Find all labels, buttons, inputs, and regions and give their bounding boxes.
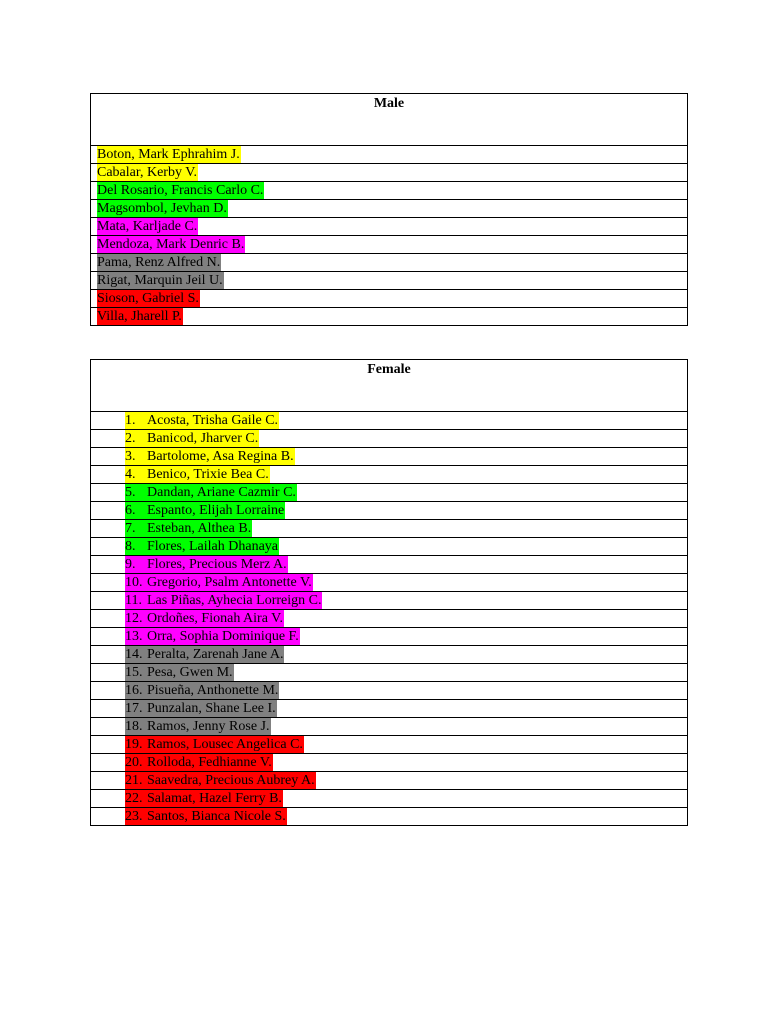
- highlighted-entry: [97, 200, 228, 217]
- student-name: Benico, Trixie Bea C.: [147, 467, 269, 482]
- list-number: 10.: [125, 575, 143, 590]
- highlighted-entry: [125, 808, 287, 825]
- student-name: Mata, Karljade C.: [97, 219, 198, 234]
- highlighted-entry: [97, 218, 198, 235]
- table-row: [91, 412, 688, 430]
- list-number: 21.: [125, 773, 143, 788]
- highlighted-entry: [125, 538, 279, 555]
- table-row: [91, 448, 688, 466]
- highlighted-entry: [125, 592, 322, 609]
- table-row: [91, 182, 688, 200]
- student-name: Cabalar, Kerby V.: [97, 165, 198, 180]
- name-cell: [91, 218, 688, 236]
- list-number: 14.: [125, 647, 143, 662]
- table-row: [91, 592, 688, 610]
- highlighted-entry: [125, 772, 316, 789]
- student-name: Rolloda, Fedhianne V.: [147, 755, 272, 770]
- table-row: [91, 718, 688, 736]
- student-name: Bartolome, Asa Regina B.: [147, 449, 294, 464]
- student-name: Orra, Sophia Dominique F.: [147, 629, 299, 644]
- student-name: Santos, Bianca Nicole S.: [147, 809, 286, 824]
- table-row: [91, 430, 688, 448]
- list-number: 8.: [125, 539, 136, 554]
- list-number: 9.: [125, 557, 136, 572]
- table-row: [91, 164, 688, 182]
- table-row: [91, 146, 688, 164]
- name-cell: [91, 466, 688, 484]
- name-cell: [91, 182, 688, 200]
- list-number: 19.: [125, 737, 143, 752]
- highlighted-entry: [125, 628, 300, 645]
- name-cell: [91, 236, 688, 254]
- list-number: 12.: [125, 611, 143, 626]
- table-row: [91, 790, 688, 808]
- student-name: Pesa, Gwen M.: [147, 665, 233, 680]
- student-name: Sioson, Gabriel S.: [97, 291, 199, 306]
- name-cell: [91, 502, 688, 520]
- list-number: 16.: [125, 683, 143, 698]
- student-name: Punzalan, Shane Lee I.: [147, 701, 276, 716]
- student-name: Ordoñes, Fionah Aira V.: [147, 611, 283, 626]
- highlighted-entry: [125, 646, 284, 663]
- male-roster-body: [91, 94, 688, 326]
- list-number: 5.: [125, 485, 136, 500]
- table-row: [91, 254, 688, 272]
- name-cell: [91, 736, 688, 754]
- table-row: [91, 736, 688, 754]
- list-number: 13.: [125, 629, 143, 644]
- highlighted-entry: [97, 182, 264, 199]
- name-cell: [91, 646, 688, 664]
- list-number: 6.: [125, 503, 136, 518]
- table-row: [91, 502, 688, 520]
- name-cell: [91, 448, 688, 466]
- table-row: [91, 574, 688, 592]
- student-name: Esteban, Althea B.: [147, 521, 252, 536]
- name-cell: [91, 308, 688, 326]
- female-header: Female: [91, 360, 688, 412]
- female-roster-table: [90, 359, 688, 826]
- name-cell: [91, 272, 688, 290]
- student-name: Gregorio, Psalm Antonette V.: [147, 575, 312, 590]
- name-cell: [91, 610, 688, 628]
- name-cell: [91, 430, 688, 448]
- table-row: [91, 200, 688, 218]
- highlighted-entry: [97, 236, 245, 253]
- name-cell: [91, 484, 688, 502]
- highlighted-entry: [125, 484, 297, 501]
- student-name: Magsombol, Jevhan D.: [97, 201, 227, 216]
- male-header-row: [91, 94, 688, 146]
- list-number: 11.: [125, 593, 142, 608]
- highlighted-entry: [125, 466, 270, 483]
- name-cell: [91, 682, 688, 700]
- student-name: Saavedra, Precious Aubrey A.: [147, 773, 315, 788]
- highlighted-entry: [125, 520, 252, 537]
- table-row: [91, 772, 688, 790]
- female-roster-body: [91, 360, 688, 826]
- table-row: [91, 308, 688, 326]
- name-cell: [91, 146, 688, 164]
- name-cell: [91, 772, 688, 790]
- student-name: Dandan, Ariane Cazmir C.: [147, 485, 296, 500]
- table-row: [91, 520, 688, 538]
- name-cell: [91, 538, 688, 556]
- highlighted-entry: [125, 502, 285, 519]
- name-cell: [91, 664, 688, 682]
- highlighted-entry: [125, 754, 273, 771]
- student-name: Flores, Precious Merz A.: [147, 557, 287, 572]
- student-name: Peralta, Zarenah Jane A.: [147, 647, 284, 662]
- name-cell: [91, 164, 688, 182]
- table-row: [91, 290, 688, 308]
- table-row: [91, 538, 688, 556]
- table-row: [91, 682, 688, 700]
- name-cell: [91, 574, 688, 592]
- student-name: Del Rosario, Francis Carlo C.: [97, 183, 264, 198]
- table-row: [91, 808, 688, 826]
- student-name: Villa, Jharell P.: [97, 309, 182, 324]
- highlighted-entry: [125, 448, 295, 465]
- table-row: [91, 610, 688, 628]
- male-header: Male: [91, 94, 688, 146]
- name-cell: [91, 718, 688, 736]
- list-number: 2.: [125, 431, 136, 446]
- table-row: [91, 556, 688, 574]
- table-row: [91, 700, 688, 718]
- highlighted-entry: [97, 254, 221, 271]
- highlighted-entry: [125, 718, 271, 735]
- name-cell: [91, 790, 688, 808]
- name-cell: [91, 700, 688, 718]
- table-row: [91, 628, 688, 646]
- table-row: [91, 664, 688, 682]
- name-cell: [91, 556, 688, 574]
- list-number: 17.: [125, 701, 143, 716]
- highlighted-entry: [125, 664, 234, 681]
- student-name: Boton, Mark Ephrahim J.: [97, 147, 240, 162]
- list-number: 22.: [125, 791, 143, 806]
- name-cell: [91, 754, 688, 772]
- student-name: Ramos, Lousec Angelica C.: [147, 737, 303, 752]
- highlighted-entry: [97, 290, 200, 307]
- list-number: 4.: [125, 467, 136, 482]
- list-number: 1.: [125, 413, 136, 428]
- highlighted-entry: [125, 412, 279, 429]
- highlighted-entry: [125, 574, 313, 591]
- highlighted-entry: [125, 682, 279, 699]
- name-cell: [91, 628, 688, 646]
- list-number: 3.: [125, 449, 136, 464]
- name-cell: [91, 592, 688, 610]
- highlighted-entry: [97, 272, 224, 289]
- name-cell: [91, 200, 688, 218]
- student-name: Salamat, Hazel Ferry B.: [147, 791, 282, 806]
- student-name: Ramos, Jenny Rose J.: [147, 719, 270, 734]
- highlighted-entry: [97, 164, 198, 181]
- name-cell: [91, 520, 688, 538]
- female-header-row: [91, 360, 688, 412]
- table-row: [91, 754, 688, 772]
- student-name: Las Piñas, Ayhecia Lorreign C.: [147, 593, 322, 608]
- highlighted-entry: [125, 700, 277, 717]
- name-cell: [91, 808, 688, 826]
- highlighted-entry: [125, 610, 284, 627]
- name-cell: [91, 254, 688, 272]
- table-row: [91, 218, 688, 236]
- student-name: Banicod, Jharver C.: [147, 431, 259, 446]
- student-name: Acosta, Trisha Gaile C.: [147, 413, 279, 428]
- list-number: 20.: [125, 755, 143, 770]
- student-name: Flores, Lailah Dhanaya: [147, 539, 279, 554]
- student-name: Espanto, Elijah Lorraine: [147, 503, 285, 518]
- table-row: [91, 484, 688, 502]
- student-name: Pama, Renz Alfred N.: [97, 255, 221, 270]
- table-row: [91, 236, 688, 254]
- highlighted-entry: [125, 790, 283, 807]
- table-row: [91, 466, 688, 484]
- name-cell: [91, 412, 688, 430]
- list-number: 18.: [125, 719, 143, 734]
- table-row: [91, 646, 688, 664]
- student-name: Rigat, Marquin Jeil U.: [97, 273, 223, 288]
- highlighted-entry: [125, 736, 304, 753]
- list-number: 15.: [125, 665, 143, 680]
- highlighted-entry: [97, 308, 183, 325]
- list-number: 7.: [125, 521, 136, 536]
- highlighted-entry: [125, 430, 259, 447]
- highlighted-entry: [97, 146, 241, 163]
- male-roster-table: [90, 93, 688, 326]
- table-row: [91, 272, 688, 290]
- student-name: Pisueña, Anthonette M.: [147, 683, 279, 698]
- highlighted-entry: [125, 556, 288, 573]
- list-number: 23.: [125, 809, 143, 824]
- name-cell: [91, 290, 688, 308]
- student-name: Mendoza, Mark Denric B.: [97, 237, 245, 252]
